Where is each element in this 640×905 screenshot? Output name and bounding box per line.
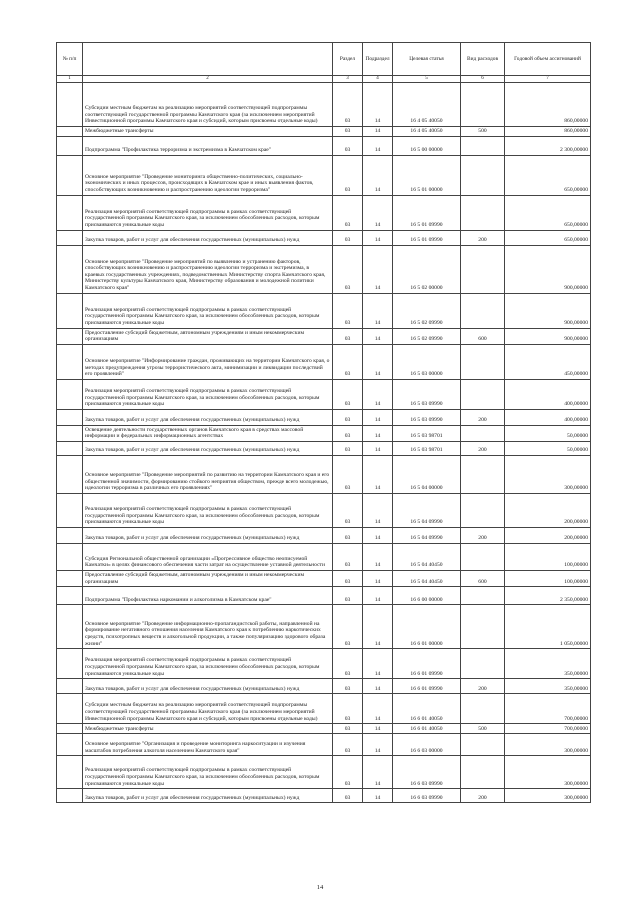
sum-cell: 50,00000 (505, 425, 591, 441)
sum-cell: 700,00000 (505, 724, 591, 734)
razdel-cell: 03 (333, 605, 363, 649)
podrazdel-cell: 14 (363, 734, 393, 756)
num-cell (57, 328, 83, 344)
table-row (57, 527, 591, 543)
num-cell (57, 245, 83, 293)
num-cell (57, 441, 83, 455)
razdel-cell: 03 (333, 83, 363, 127)
sum-cell: 200,00000 (505, 493, 591, 527)
num-cell (57, 789, 83, 803)
name-cell: Закупка товаров, работ и услуг для обеспечения государственных (муниципальных) нужд (83, 679, 333, 694)
sum-cell: 650,00000 (505, 155, 591, 195)
table-row (57, 543, 591, 570)
razdel-cell: 03 (333, 230, 363, 245)
name-cell: Закупка товаров, работ и услуг для обеспечения государственных (муниципальных) нужд (83, 230, 333, 245)
podrazdel-cell: 14 (363, 455, 393, 493)
podrazdel-cell: 14 (363, 293, 393, 328)
cs-cell: 16 5 04 00000 (393, 455, 461, 493)
table-row (57, 649, 591, 679)
razdel-cell: 03 (333, 245, 363, 293)
table-row (57, 127, 591, 137)
vr-cell: 500 (461, 724, 505, 734)
sum-cell: 300,00000 (505, 789, 591, 803)
cs-cell: 16 5 02 09990 (393, 328, 461, 344)
name-cell: Субсидии местным бюджетам на реализацию мероприятий соответствующей подпрограммы соответствующей государственной программы Камчатского края (за исключением мероприятий Инвестиционной программы Камчатского края и субсидий, которым присвоены отдельные коды) (83, 83, 333, 127)
table-row (57, 724, 591, 734)
col-index: 6 (461, 76, 505, 83)
vr-cell: 600 (461, 570, 505, 586)
cs-cell: 16 4 05 40050 (393, 83, 461, 127)
cs-cell: 16 5 01 09990 (393, 230, 461, 245)
razdel-cell: 03 (333, 734, 363, 756)
podrazdel-cell: 14 (363, 570, 393, 586)
num-cell (57, 605, 83, 649)
sum-cell: 300,00000 (505, 756, 591, 789)
table-header-row (57, 43, 591, 76)
col-index: 2 (83, 76, 333, 83)
col-header-cs: Целевая статья (393, 43, 461, 76)
col-header-num: № п/п (57, 43, 83, 76)
num-cell (57, 679, 83, 694)
table-row (57, 587, 591, 605)
table-row (57, 293, 591, 328)
vr-cell: 200 (461, 527, 505, 543)
vr-cell (461, 493, 505, 527)
sum-cell: 400,00000 (505, 379, 591, 409)
table-row (57, 694, 591, 724)
vr-cell: 200 (461, 441, 505, 455)
table-row (57, 570, 591, 586)
name-cell: Закупка товаров, работ и услуг для обеспечения государственных (муниципальных) нужд (83, 789, 333, 803)
razdel-cell: 03 (333, 455, 363, 493)
col-header-name (83, 43, 333, 76)
table-row (57, 379, 591, 409)
podrazdel-cell: 14 (363, 543, 393, 570)
cs-cell: 16 5 04 40450 (393, 543, 461, 570)
sum-cell: 300,00000 (505, 455, 591, 493)
sum-cell: 100,00000 (505, 543, 591, 570)
vr-cell (461, 155, 505, 195)
razdel-cell: 03 (333, 425, 363, 441)
num-cell (57, 409, 83, 425)
table-row (57, 409, 591, 425)
vr-cell (461, 734, 505, 756)
podrazdel-cell: 14 (363, 527, 393, 543)
podrazdel-cell: 14 (363, 493, 393, 527)
col-header-vr: Вид расходов (461, 43, 505, 76)
vr-cell (461, 344, 505, 379)
razdel-cell: 03 (333, 756, 363, 789)
name-cell: Основное мероприятие "Проведение мониторинга общественно-политических, социально-экономических и иных процессов, происходящих в Камчатском крае и иных выявления фактов, способствующих возникновению и распространению идеологии терроризма" (83, 155, 333, 195)
cs-cell: 16 5 04 40450 (393, 570, 461, 586)
vr-cell (461, 83, 505, 127)
sum-cell: 350,00000 (505, 679, 591, 694)
num-cell (57, 425, 83, 441)
podrazdel-cell: 14 (363, 649, 393, 679)
podrazdel-cell: 14 (363, 425, 393, 441)
table-row (57, 425, 591, 441)
cs-cell: 16 5 02 09990 (393, 293, 461, 328)
sum-cell: 50,00000 (505, 441, 591, 455)
razdel-cell: 03 (333, 155, 363, 195)
podrazdel-cell: 14 (363, 245, 393, 293)
num-cell (57, 570, 83, 586)
cs-cell: 16 4 05 40050 (393, 127, 461, 137)
vr-cell (461, 587, 505, 605)
vr-cell (461, 756, 505, 789)
vr-cell: 500 (461, 127, 505, 137)
name-cell: Основное мероприятие "Проведение информационно-пропагандистской работы, направленной на формирование негативного отношения населения Камчатского края к потреблению наркотических средств, психотропных веществ и алкогольной продукции, а также популяризацию здорового образа жизни" (83, 605, 333, 649)
cs-cell: 16 5 01 09990 (393, 195, 461, 230)
sum-cell: 650,00000 (505, 230, 591, 245)
vr-cell: 600 (461, 328, 505, 344)
vr-cell (461, 425, 505, 441)
name-cell: Субсидии местным бюджетам на реализацию мероприятий соответствующей подпрограммы соответствующей государственной программы Камчатского края (за исключением мероприятий Инвестиционной программы Камчатского края и субсидий, которым присвоены отдельные коды) (83, 694, 333, 724)
page-number: 14 (316, 884, 324, 891)
cs-cell: 16 5 01 00000 (393, 155, 461, 195)
table-row (57, 734, 591, 756)
sum-cell: 2 350,00000 (505, 587, 591, 605)
podrazdel-cell: 14 (363, 694, 393, 724)
table-row (57, 83, 591, 127)
col-header-razdel: Раздел (333, 43, 363, 76)
num-cell (57, 230, 83, 245)
vr-cell (461, 543, 505, 570)
cs-cell: 16 5 03 98701 (393, 441, 461, 455)
name-cell: Подпрограмма "Профилактика наркомании и алкоголизма в Камчатском крае" (83, 587, 333, 605)
sum-cell: 700,00000 (505, 694, 591, 724)
vr-cell (461, 694, 505, 724)
num-cell (57, 379, 83, 409)
name-cell: Реализация мероприятий соответствующей подпрограммы в рамках соответствующей государственной программы Камчатского края, за исключением обособленных расходов, которым присваиваются уникальные коды (83, 493, 333, 527)
table-row (57, 328, 591, 344)
podrazdel-cell: 14 (363, 587, 393, 605)
name-cell: Подпрограмма "Профилактика терроризма и экстремизма в Камчатском крае" (83, 136, 333, 155)
cs-cell: 16 5 00 00000 (393, 136, 461, 155)
vr-cell (461, 293, 505, 328)
cs-cell: 16 6 01 40050 (393, 694, 461, 724)
cs-cell: 16 6 03 09990 (393, 789, 461, 803)
cs-cell: 16 6 00 00000 (393, 587, 461, 605)
podrazdel-cell: 14 (363, 195, 393, 230)
num-cell (57, 195, 83, 230)
sum-cell: 900,00000 (505, 245, 591, 293)
name-cell: Реализация мероприятий соответствующей подпрограммы в рамках соответствующей государственной программы Камчатского края, за исключением обособленных расходов, которым присваиваются уникальные коды (83, 195, 333, 230)
name-cell: Реализация мероприятий соответствующей подпрограммы в рамках соответствующей государственной программы Камчатского края, за исключением обособленных расходов, которым присваиваются уникальные коды (83, 756, 333, 789)
sum-cell: 650,00000 (505, 195, 591, 230)
table-row (57, 605, 591, 649)
podrazdel-cell: 14 (363, 409, 393, 425)
vr-cell (461, 379, 505, 409)
cs-cell: 16 5 04 09990 (393, 493, 461, 527)
sum-cell: 2 300,00000 (505, 136, 591, 155)
sum-cell: 300,00000 (505, 734, 591, 756)
podrazdel-cell: 14 (363, 230, 393, 245)
col-header-podrazdel: Подраздел (363, 43, 393, 76)
table-row (57, 245, 591, 293)
razdel-cell: 03 (333, 344, 363, 379)
table-row (57, 230, 591, 245)
col-index: 7 (505, 76, 591, 83)
podrazdel-cell: 14 (363, 83, 393, 127)
razdel-cell: 03 (333, 328, 363, 344)
sum-cell: 1 050,00000 (505, 605, 591, 649)
razdel-cell: 03 (333, 724, 363, 734)
razdel-cell: 03 (333, 493, 363, 527)
col-index: 5 (393, 76, 461, 83)
razdel-cell: 03 (333, 543, 363, 570)
num-cell (57, 756, 83, 789)
podrazdel-cell: 14 (363, 756, 393, 789)
razdel-cell: 03 (333, 649, 363, 679)
name-cell: Субсидия Региональной общественной организации «Прогрессивное общество неописуемой Камчатки» в целях финансового обеспечения части затрат на осуществление уставной деятельности (83, 543, 333, 570)
num-cell (57, 734, 83, 756)
vr-cell (461, 195, 505, 230)
table-row (57, 344, 591, 379)
name-cell: Освещение деятельности государственных органов Камчатского края в средствах массовой информации и федеральных информационных агентствах (83, 425, 333, 441)
num-cell (57, 527, 83, 543)
razdel-cell: 03 (333, 379, 363, 409)
sum-cell: 860,00000 (505, 127, 591, 137)
sum-cell: 200,00000 (505, 527, 591, 543)
num-cell (57, 543, 83, 570)
table-row (57, 195, 591, 230)
num-cell (57, 136, 83, 155)
razdel-cell: 03 (333, 127, 363, 137)
name-cell: Реализация мероприятий соответствующей подпрограммы в рамках соответствующей государственной программы Камчатского края, за исключением обособленных расходов, которым присваиваются уникальные коды (83, 379, 333, 409)
vr-cell (461, 649, 505, 679)
name-cell: Основное мероприятие "Проведение мероприятий по развитию на территории Камчатского края и его общественной значимости, формированию стойкого неприятия обществом, прежде всего молодежью, идеологии терроризма в различных его проявлениях" (83, 455, 333, 493)
podrazdel-cell: 14 (363, 679, 393, 694)
razdel-cell: 03 (333, 195, 363, 230)
vr-cell: 200 (461, 409, 505, 425)
cs-cell: 16 6 01 09990 (393, 649, 461, 679)
num-cell (57, 155, 83, 195)
podrazdel-cell: 14 (363, 155, 393, 195)
cs-cell: 16 5 03 00000 (393, 344, 461, 379)
vr-cell: 200 (461, 789, 505, 803)
name-cell: Закупка товаров, работ и услуг для обеспечения государственных (муниципальных) нужд (83, 527, 333, 543)
sum-cell: 900,00000 (505, 293, 591, 328)
num-cell (57, 83, 83, 127)
podrazdel-cell: 14 (363, 379, 393, 409)
sum-cell: 100,00000 (505, 570, 591, 586)
sum-cell: 450,00000 (505, 344, 591, 379)
cs-cell: 16 6 03 09990 (393, 756, 461, 789)
razdel-cell: 03 (333, 441, 363, 455)
table-row (57, 493, 591, 527)
razdel-cell: 03 (333, 527, 363, 543)
col-index: 1 (57, 76, 83, 83)
razdel-cell: 03 (333, 136, 363, 155)
vr-cell (461, 245, 505, 293)
razdel-cell: 03 (333, 409, 363, 425)
podrazdel-cell: 14 (363, 605, 393, 649)
name-cell: Закупка товаров, работ и услуг для обеспечения государственных (муниципальных) нужд (83, 441, 333, 455)
table-row (57, 455, 591, 493)
vr-cell: 200 (461, 230, 505, 245)
cs-cell: 16 6 01 40050 (393, 724, 461, 734)
table-row (57, 441, 591, 455)
name-cell: Реализация мероприятий соответствующей подпрограммы в рамках соответствующей государственной программы Камчатского края, за исключением обособленных расходов, которым присваиваются уникальные коды (83, 293, 333, 328)
table-row (57, 756, 591, 789)
sum-cell: 860,00000 (505, 83, 591, 127)
col-index: 3 (333, 76, 363, 83)
num-cell (57, 293, 83, 328)
name-cell: Предоставление субсидий бюджетным, автономным учреждениям и иным некоммерческим организациям (83, 328, 333, 344)
col-header-sum: Годовой объем ассигнований (505, 43, 591, 76)
num-cell (57, 493, 83, 527)
budget-table (56, 42, 591, 803)
vr-cell (461, 605, 505, 649)
table-row (57, 155, 591, 195)
vr-cell (461, 455, 505, 493)
razdel-cell: 03 (333, 679, 363, 694)
num-cell (57, 127, 83, 137)
cs-cell: 16 6 03 00000 (393, 734, 461, 756)
cs-cell: 16 5 02 00000 (393, 245, 461, 293)
podrazdel-cell: 14 (363, 441, 393, 455)
cs-cell: 16 6 01 00000 (393, 605, 461, 649)
razdel-cell: 03 (333, 694, 363, 724)
cs-cell: 16 5 04 09990 (393, 527, 461, 543)
podrazdel-cell: 14 (363, 724, 393, 734)
cs-cell: 16 5 03 09990 (393, 409, 461, 425)
table-row (57, 789, 591, 803)
num-cell (57, 694, 83, 724)
num-cell (57, 344, 83, 379)
name-cell: Предоставление субсидий бюджетным, автономным учреждениям и иным некоммерческим организациям (83, 570, 333, 586)
vr-cell: 200 (461, 679, 505, 694)
col-index: 4 (363, 76, 393, 83)
cs-cell: 16 5 03 98701 (393, 425, 461, 441)
razdel-cell: 03 (333, 293, 363, 328)
razdel-cell: 03 (333, 570, 363, 586)
sum-cell: 400,00000 (505, 409, 591, 425)
table-row (57, 679, 591, 694)
table-body (57, 83, 591, 803)
razdel-cell: 03 (333, 789, 363, 803)
name-cell: Межбюджетные трансферты (83, 127, 333, 137)
vr-cell (461, 136, 505, 155)
podrazdel-cell: 14 (363, 344, 393, 379)
num-cell (57, 724, 83, 734)
podrazdel-cell: 14 (363, 789, 393, 803)
num-cell (57, 455, 83, 493)
name-cell: Основное мероприятие "Проведение мероприятий по выявлению и устранению факторов, способствующих возникновению и распространению идеологии терроризма и экстремизма, в краевых государственных учреждениях, подведомственных Министерству спорта Камчатского края, Министерству культуры Камчатского края, Министерству образования и молодежной политики Камчатского края" (83, 245, 333, 293)
num-cell (57, 587, 83, 605)
name-cell: Реализация мероприятий соответствующей подпрограммы в рамках соответствующей государственной программы Камчатского края, за исключением обособленных расходов, которым присваиваются уникальные коды (83, 649, 333, 679)
budget-page (56, 42, 590, 803)
sum-cell: 900,00000 (505, 328, 591, 344)
sum-cell: 350,00000 (505, 649, 591, 679)
podrazdel-cell: 14 (363, 328, 393, 344)
name-cell: Основное мероприятие "Информирование граждан, проживающих на территории Камчатского края, о методах предупреждения угрозы террористического акта, минимизации и ликвидации последствий его проявлений" (83, 344, 333, 379)
podrazdel-cell: 14 (363, 136, 393, 155)
podrazdel-cell: 14 (363, 127, 393, 137)
razdel-cell: 03 (333, 587, 363, 605)
name-cell: Закупка товаров, работ и услуг для обеспечения государственных (муниципальных) нужд (83, 409, 333, 425)
num-cell (57, 649, 83, 679)
table-index-row (57, 76, 591, 83)
name-cell: Основное мероприятие "Организация и проведение мониторинга наркоситуации и изучения масштабов потребления алкоголя населением Камчатского края" (83, 734, 333, 756)
table-row (57, 136, 591, 155)
cs-cell: 16 5 03 09990 (393, 379, 461, 409)
cs-cell: 16 6 01 09990 (393, 679, 461, 694)
name-cell: Межбюджетные трансферты (83, 724, 333, 734)
